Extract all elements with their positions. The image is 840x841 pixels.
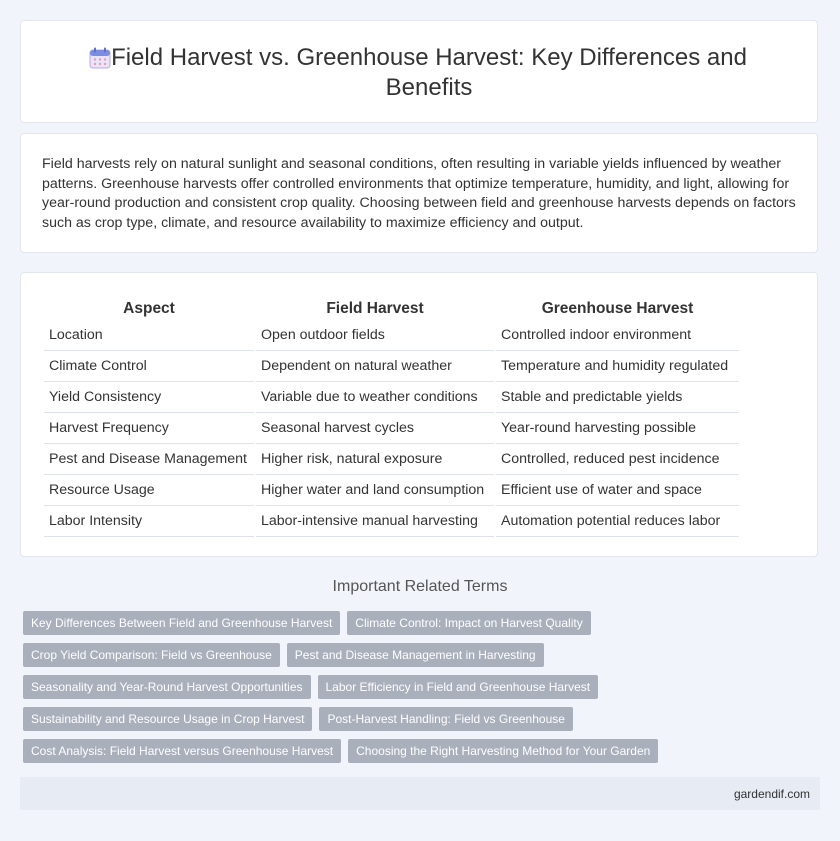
related-term-link[interactable]: Sustainability and Resource Usage in Crop Harvest xyxy=(23,707,312,731)
table-cell: Open outdoor fields xyxy=(256,320,494,351)
related-term-link[interactable]: Key Differences Between Field and Greenhouse Harvest xyxy=(23,611,340,635)
table-cell: Dependent on natural weather xyxy=(256,351,494,382)
related-term-link[interactable]: Post-Harvest Handling: Field vs Greenhouse xyxy=(319,707,572,731)
table-cell: Controlled indoor environment xyxy=(496,320,739,351)
table-cell: Yield Consistency xyxy=(44,382,254,413)
table-cell: Higher water and land consumption xyxy=(256,475,494,506)
table-cell: Resource Usage xyxy=(44,475,254,506)
related-term-link[interactable]: Seasonality and Year-Round Harvest Opportunities xyxy=(23,675,311,699)
related-term-link[interactable]: Labor Efficiency in Field and Greenhouse Harvest xyxy=(318,675,599,699)
related-term-link[interactable]: Cost Analysis: Field Harvest versus Greenhouse Harvest xyxy=(23,739,341,763)
table-cell: Pest and Disease Management xyxy=(44,444,254,475)
table-row xyxy=(44,413,739,444)
intro-paragraph: Field harvests rely on natural sunlight and seasonal conditions, often resulting in variable yields influenced by weather patterns. Greenhouse harvests offer controlled environments that optimize temperature, humidity, and light, allowing for year-round production and consistent crop quality. Choosing between field and greenhouse harvests depends on factors such as crop type, climate, and resource availability to maximize efficiency and output. xyxy=(42,156,796,231)
table-row xyxy=(44,351,739,382)
table-cell: Seasonal harvest cycles xyxy=(256,413,494,444)
table-row xyxy=(44,320,739,351)
table-row xyxy=(44,444,739,475)
table-cell: Climate Control xyxy=(44,351,254,382)
header-greenhouse-harvest: Greenhouse Harvest xyxy=(541,299,694,317)
header-aspect: Aspect xyxy=(123,299,175,317)
page-title: Field Harvest vs. Greenhouse Harvest: Key Differences and Benefits xyxy=(111,44,747,101)
title-card xyxy=(20,20,818,123)
table-cell: Labor Intensity xyxy=(44,506,254,537)
table-cell: Efficient use of water and space xyxy=(496,475,739,506)
related-term-link[interactable]: Crop Yield Comparison: Field vs Greenhouse xyxy=(23,643,280,667)
footer xyxy=(20,777,820,810)
table-cell: Labor-intensive manual harvesting xyxy=(256,506,494,537)
comparison-table xyxy=(42,297,741,537)
table-row xyxy=(44,475,739,506)
related-terms-heading: Important Related Terms xyxy=(332,578,508,595)
table-cell: Year-round harvesting possible xyxy=(496,413,739,444)
table-row xyxy=(44,382,739,413)
footer-site-name[interactable]: gardendif.com xyxy=(733,787,810,801)
related-terms-list xyxy=(23,611,663,763)
table-cell: Controlled, reduced pest incidence xyxy=(496,444,739,475)
related-term-link[interactable]: Choosing the Right Harvesting Method for Your Garden xyxy=(348,739,658,763)
intro-card xyxy=(20,133,818,253)
table-header-row xyxy=(44,297,739,320)
table-cell: Higher risk, natural exposure xyxy=(256,444,494,475)
table-cell: Location xyxy=(44,320,254,351)
related-term-link[interactable]: Pest and Disease Management in Harvesting xyxy=(287,643,544,667)
table-cell: Temperature and humidity regulated xyxy=(496,351,739,382)
comparison-card xyxy=(20,272,818,557)
related-term-link[interactable]: Climate Control: Impact on Harvest Quality xyxy=(347,611,590,635)
header-field-harvest: Field Harvest xyxy=(326,299,424,317)
table-cell: Harvest Frequency xyxy=(44,413,254,444)
table-cell: Automation potential reduces labor xyxy=(496,506,739,537)
table-cell: Stable and predictable yields xyxy=(496,382,739,413)
table-row xyxy=(44,506,739,537)
table-cell: Variable due to weather conditions xyxy=(256,382,494,413)
